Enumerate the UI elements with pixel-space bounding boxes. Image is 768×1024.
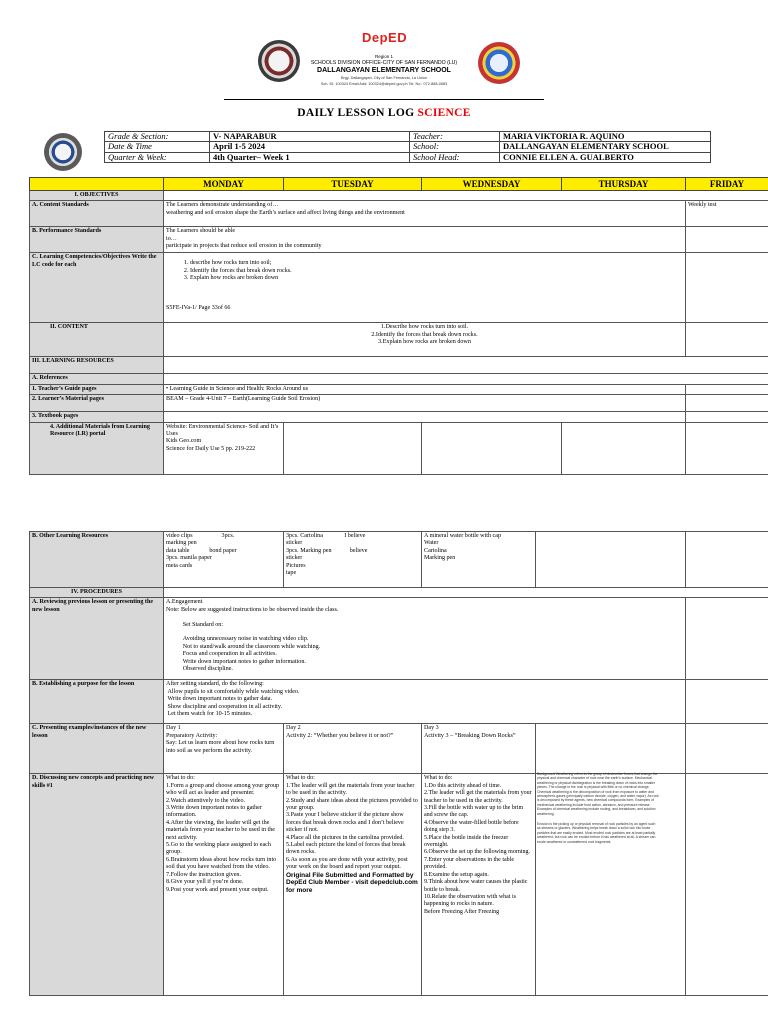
school-label: School: bbox=[410, 142, 500, 152]
content-standards-text bbox=[164, 201, 686, 227]
quarter-label: Quarter & Week: bbox=[105, 152, 210, 162]
weekly-test-cell: Weekly test bbox=[686, 201, 768, 227]
division-text: SCHOOLS DIVISION OFFICE-CITY OF SAN FERNANDO (LU) bbox=[310, 60, 458, 66]
deped-wordmark: DepED bbox=[362, 30, 408, 45]
reviewing-label: A. Reviewing previous lesson or presenting the new lesson bbox=[30, 598, 164, 680]
performance-friday bbox=[686, 227, 768, 253]
content-standards-line-2: weathering and soil erosion shape the Earth’s surface and affect living things and the environment bbox=[166, 209, 405, 216]
additional-materials-monday: Website: Environmental Science- Soil and It’s Uses Kids Geo.com Science for Daily Use 5 pp. 219-222 bbox=[164, 422, 284, 474]
day-friday: FRIDAY bbox=[686, 178, 768, 191]
competencies-friday bbox=[686, 253, 768, 323]
purpose-text: After setting standard, do the following: Allow pupils to sit comfortably while watching video. Write down important notes to gather data. Show discipline and cooperation in all activity. Let them watch for 10-15 minutes. bbox=[164, 680, 686, 724]
content-text bbox=[164, 323, 686, 357]
competency-list bbox=[190, 260, 683, 282]
grade-value: V- NAPARABUR bbox=[210, 132, 410, 142]
performance-line-1: The Learners should be able bbox=[166, 228, 236, 235]
learning-resources-blank bbox=[164, 357, 768, 374]
objectives-blank bbox=[164, 191, 768, 201]
content-label: II. CONTENT bbox=[30, 323, 164, 357]
head-value: CONNIE ELLEN A. GUALBERTO bbox=[500, 152, 711, 162]
header-rule bbox=[224, 99, 544, 100]
title-main: DAILY LESSON LOG bbox=[297, 107, 415, 119]
day-header-blank bbox=[30, 178, 164, 191]
discussing-friday bbox=[686, 774, 768, 996]
page-title bbox=[0, 107, 768, 119]
other-resources-tuesday: 3pcs. Cartolina I believe sticker 3pcs. Marking pen believe sticker Pictures tape bbox=[284, 532, 422, 588]
procedures-blank bbox=[164, 588, 768, 598]
presenting-label: C. Presenting examples/instances of the new lesson bbox=[30, 724, 164, 774]
discussing-tuesday-steps: What to do: 1.The leader will get the materials from your teacher to be used in the activity. 2.Study and share ideas about the pictures provided to your group. 3.Paste your I believe sticker if the picture show forces that break down rocks and I don’t believe sticker if not. 4.Place all the pictures in the cartolina provided. 5.Label each picture the kind of forces that break down rocks. 6.As soon as you are done with your activity, post your work on the board and report your output. bbox=[286, 775, 418, 871]
depedclub-note: Original File Submitted and Formatted by DepEd Club Member - visit depedclub.com for more bbox=[286, 871, 418, 894]
info-table bbox=[104, 131, 711, 163]
additional-materials-thursday bbox=[562, 422, 686, 474]
additional-materials-wednesday bbox=[422, 422, 562, 474]
day-thursday: THURSDAY bbox=[562, 178, 686, 191]
school-value: DALLANGAYAN ELEMENTARY SCHOOL bbox=[500, 142, 711, 152]
procedures-label: IV. PROCEDURES bbox=[30, 588, 164, 598]
content-standards-line-1: The Learners demonstrate understanding of… bbox=[166, 202, 279, 209]
other-resources-label: B. Other Learning Resources bbox=[30, 532, 164, 588]
textbook-value bbox=[164, 412, 686, 422]
content-item: 1.Describe how rocks turn into soil. bbox=[380, 324, 469, 331]
head-label: School Head: bbox=[410, 152, 500, 162]
deped-logo bbox=[362, 30, 407, 45]
title-subject: SCIENCE bbox=[417, 107, 471, 119]
lc-code: S5FE-IVa-1/ Page 33of 66 bbox=[166, 304, 231, 311]
discussing-monday: What to do: 1.Form a group and choose among your group who will act as leader and presenter. 2.Watch attentively to the video. 3.Write down important notes to gather information. 4.After the viewing, the leader will get the materials from your teacher to be used in the next activity. 5.Go to the working place assigned to each group. 6.Brainstorm ideas about how rocks turn into soil that you have watched from the video. 7.Follow the instruction given. 8.Give your yell if you’re done. 9.Post your work and present your output. bbox=[164, 774, 284, 996]
teachers-guide-label: 1. Teacher’s Guide pages bbox=[30, 384, 164, 394]
quarter-value: 4th Quarter– Week 1 bbox=[210, 152, 410, 162]
reviewing-text: A.Engagement Note: Below are suggested instructions to be observed inside the class. Set Standard on: Avoiding unnecessary noise in watching video clip. Not to stand/walk around the classroom while watching. Focus and cooperation in all activities. Write down important notes to gather information. Observed discipline. bbox=[164, 598, 686, 680]
content-friday bbox=[686, 323, 768, 357]
performance-standards-text bbox=[164, 227, 686, 253]
additional-materials-label: 4. Additional Materials from Learning Resource (LR) portal bbox=[30, 422, 164, 474]
discussing-tuesday bbox=[284, 774, 422, 996]
content-item: 3.Explain how rocks are broken down bbox=[378, 339, 471, 346]
performance-line-3: participate in projects that reduce soil erosion in the community bbox=[166, 243, 322, 250]
objectives-label: I. OBJECTIVES bbox=[30, 191, 164, 201]
date-value: April 1-5 2024 bbox=[210, 142, 410, 152]
textbook-friday bbox=[686, 412, 768, 422]
weathering-article-image bbox=[537, 772, 659, 948]
presenting-monday: Day 1 Preparatory Activity: Say: Let us learn more about how rocks turn into soil as we perform the activity. bbox=[164, 724, 284, 774]
teachers-guide-value: • Learning Guide in Science and Health: Rocks Around us bbox=[164, 384, 686, 394]
learning-resources-label: III. LEARNING RESOURCES bbox=[30, 357, 164, 374]
teacher-value: MARIA VIKTORIA R. AQUINO bbox=[500, 132, 711, 142]
content-standards-label: A. Content Standards bbox=[30, 201, 164, 227]
school-contact: Sch. ID: 100324 Email Add: 100324@deped.gov.ph Tel. No.: 072-888-0683 bbox=[320, 82, 448, 86]
lm-friday bbox=[686, 395, 768, 412]
references-blank bbox=[164, 374, 768, 384]
content-item: 2.Identify the forces that break down rocks. bbox=[371, 331, 478, 338]
article-paragraph-1: Background Weathering refers to the group of destructive forces that change the physical and chemical character of rock near the earth’s surface. Mechanical weathering or physical disintegration is the breaking down of rocks into smaller pieces. The change in the rock is physical with little or no chemical change. Chemical weathering is the decomposition of rock from exposure to water and atmospheric gases (principally carbon dioxide, oxygen, and water vapor). As rock is decomposed by these agents, new chemical compounds form. Examples of mechanical weathering include frost action, abrasion, and pressure release. Examples of chemical weathering include rusting, and breakdown, and solution weathering. bbox=[537, 772, 659, 816]
presenting-friday bbox=[686, 724, 768, 774]
performance-standards-label: B. Performance Standards bbox=[30, 227, 164, 253]
textbook-label: 3. Textbook pages bbox=[30, 412, 164, 422]
competencies-label: C. Learning Competencies/Objectives Write the LC code for each bbox=[30, 253, 164, 323]
grade-label: Grade & Section: bbox=[105, 132, 210, 142]
other-resources-wednesday: A mineral water bottle with cap Water Cartolina Marking pen bbox=[422, 532, 536, 588]
region-text: Region 1 bbox=[374, 54, 393, 59]
presenting-wednesday: Day 3 Activity 3 – “Breaking Down Rocks” bbox=[422, 724, 536, 774]
school-address: Brgy. Dallangayan, City of San Fernando, La Union bbox=[340, 76, 428, 80]
competency-item: 2. Identify the forces that break down rocks. bbox=[190, 268, 683, 275]
article-paragraph-2: Erosion is the picking up or physical removal of rock particles by an agent such as streams or glaciers. Weathering helps break down a solid rock into loose particles that are easily eroded. Most eroded rock particles are at least partially weathered, but rock can be eroded before it has weathered at all. A stream can erode weathered or unweathered rock fragments. bbox=[537, 822, 656, 844]
competency-item: 1. describe how rocks turn into soil; bbox=[190, 260, 683, 267]
deped-seal-logo bbox=[44, 133, 82, 171]
additional-materials-tuesday bbox=[284, 422, 422, 474]
presenting-tuesday: Day 2 Activity 2: “Whether you believe it or not?” bbox=[284, 724, 422, 774]
purpose-friday bbox=[686, 680, 768, 724]
learners-material-label: 2. Learner’s Material pages bbox=[30, 395, 164, 412]
discussing-wednesday: What to do: 1.Do this activity ahead of time. 2.The leader will get the materials from your teacher to be used in the activity. 3.Fill the bottle with water up to the brim and screw the cap. 4.Observe the water-filled bottle before doing step 3. 5.Place the bottle inside the freezer overnight. 6.Observe the set up the following morning. 7.Enter your observations in the table provided. 8.Examine the setup again. 9.Think about how water causes the plastic bottle to break. 10.Relate the observation with what is happening to rocks in nature. Before Freezing After Freezing bbox=[422, 774, 536, 996]
date-label: Date & Time bbox=[105, 142, 210, 152]
references-label: A. References bbox=[30, 374, 164, 384]
additional-materials-friday bbox=[686, 422, 768, 474]
other-resources-friday bbox=[686, 532, 768, 588]
performance-line-2: to… bbox=[166, 235, 177, 242]
discussing-label: D. Discussing new concepts and practicing new skills #1 bbox=[30, 774, 164, 996]
reviewing-friday bbox=[686, 598, 768, 680]
presenting-thursday bbox=[536, 724, 686, 774]
competencies-text bbox=[164, 253, 686, 323]
other-resources-thursday bbox=[536, 532, 686, 588]
other-resources-monday: video clips 3pcs. marking pen data table bond paper 3pcs. manila paper meta cards bbox=[164, 532, 284, 588]
teacher-label: Teacher: bbox=[410, 132, 500, 142]
day-monday: MONDAY bbox=[164, 178, 284, 191]
lesson-table-upper bbox=[29, 177, 768, 475]
day-wednesday: WEDNESDAY bbox=[422, 178, 562, 191]
learners-material-value: BEAM – Grade 4-Unit 7 – Earth(Learning Guide Soil Erosion) bbox=[164, 395, 686, 412]
competency-item: 3. Explain how rocks are broken down bbox=[190, 275, 683, 282]
purpose-label: B. Establishing a purpose for the lesson bbox=[30, 680, 164, 724]
tg-friday bbox=[686, 384, 768, 394]
day-tuesday: TUESDAY bbox=[284, 178, 422, 191]
school-name-header: DALLANGAYAN ELEMENTARY SCHOOL bbox=[317, 67, 451, 74]
